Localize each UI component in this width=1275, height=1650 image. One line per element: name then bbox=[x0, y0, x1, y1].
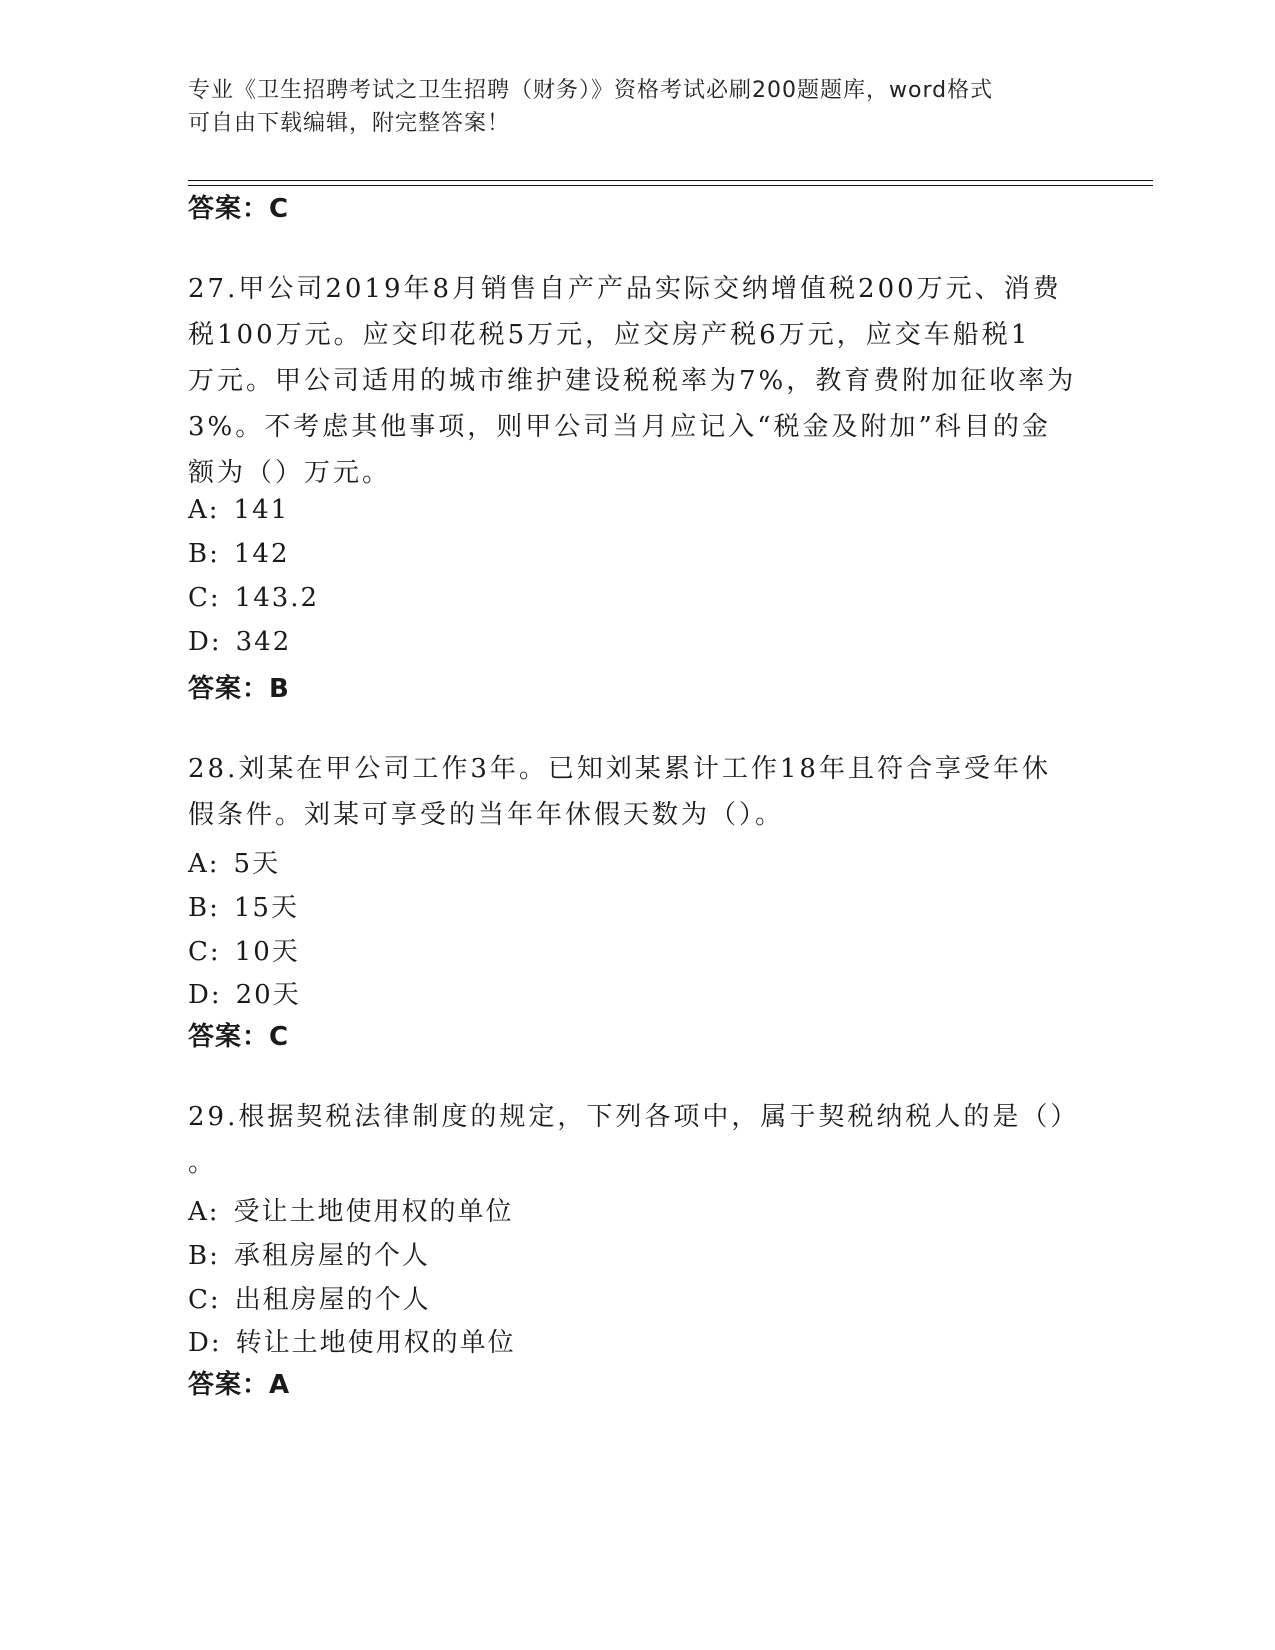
option-letter: C: bbox=[188, 937, 221, 967]
option-letter: B: bbox=[188, 1241, 220, 1271]
header-line-2: 可自由下载编辑，附完整答案！ bbox=[188, 111, 511, 136]
option-text: 142 bbox=[233, 539, 290, 569]
option-text: 受让土地使用权的单位 bbox=[233, 1197, 514, 1227]
option-text: 342 bbox=[235, 627, 292, 657]
question-line: 假条件。刘某可享受的当年年休假天数为（）。 bbox=[188, 800, 785, 830]
option-text: 承租房屋的个人 bbox=[233, 1241, 430, 1271]
option-letter: A: bbox=[188, 1197, 220, 1227]
option-text: 10天 bbox=[234, 937, 300, 967]
question-27-option-d bbox=[188, 627, 291, 657]
option-letter: B: bbox=[188, 893, 220, 923]
previous-answer: 答案：C bbox=[188, 194, 290, 224]
question-line: 3%。不考虑其他事项，则甲公司当月应记入“税金及附加”科目的金 bbox=[188, 412, 1051, 442]
header-line-1: 专业《卫生招聘考试之卫生招聘（财务）》资格考试必刷200题题库，word格式 bbox=[188, 78, 994, 103]
question-27-option-c bbox=[188, 583, 319, 613]
option-text: 转让土地使用权的单位 bbox=[235, 1328, 516, 1358]
option-letter: D: bbox=[188, 627, 222, 657]
option-letter: C: bbox=[188, 1285, 221, 1315]
option-text: 5天 bbox=[233, 849, 281, 879]
question-line: 。 bbox=[188, 1148, 218, 1178]
document-header bbox=[188, 74, 1068, 140]
question-line: 万元。甲公司适用的城市维护建设税税率为7%，教育费附加征收率为 bbox=[188, 366, 1077, 396]
question-29-answer: 答案：A bbox=[188, 1370, 291, 1400]
option-letter: B: bbox=[188, 539, 220, 569]
question-27-option-b bbox=[188, 539, 290, 569]
question-29-option-a bbox=[188, 1191, 514, 1228]
question-27-text bbox=[188, 266, 1088, 496]
question-29-option-b bbox=[188, 1235, 430, 1272]
question-28-text bbox=[188, 746, 1088, 838]
header-divider-top bbox=[188, 180, 1153, 181]
question-line: 29.根据契税法律制度的规定，下列各项中，属于契税纳税人的是（） bbox=[188, 1102, 1080, 1132]
question-28-option-b bbox=[188, 887, 299, 924]
option-text: 出租房屋的个人 bbox=[234, 1285, 431, 1315]
option-text: 15天 bbox=[233, 893, 299, 923]
question-27-answer: 答案：B bbox=[188, 674, 290, 704]
option-text: 20天 bbox=[235, 980, 301, 1010]
question-28-answer: 答案：C bbox=[188, 1022, 290, 1052]
question-line: 28.刘某在甲公司工作3年。已知刘某累计工作18年且符合享受年休 bbox=[188, 754, 1051, 784]
option-text: 143.2 bbox=[234, 583, 320, 613]
question-28-option-c bbox=[188, 931, 300, 968]
question-line: 额为（）万元。 bbox=[188, 458, 392, 488]
option-letter: D: bbox=[188, 1328, 222, 1358]
question-28-option-a bbox=[188, 843, 280, 880]
option-letter: C: bbox=[188, 583, 221, 613]
question-29-option-c bbox=[188, 1279, 431, 1316]
option-letter: A: bbox=[188, 849, 220, 879]
question-line: 27.甲公司2019年8月销售自产产品实际交纳增值税200万元、消费 bbox=[188, 274, 1062, 304]
option-letter: A: bbox=[188, 495, 220, 525]
question-29-text bbox=[188, 1094, 1088, 1186]
header-divider-bottom bbox=[188, 185, 1153, 186]
question-29-option-d bbox=[188, 1322, 516, 1359]
question-28-option-d bbox=[188, 974, 301, 1011]
option-letter: D: bbox=[188, 980, 222, 1010]
question-27-option-a bbox=[188, 495, 289, 525]
option-text: 141 bbox=[233, 495, 290, 525]
question-line: 税100万元。应交印花税5万元，应交房产税6万元，应交车船税1 bbox=[188, 320, 1031, 350]
